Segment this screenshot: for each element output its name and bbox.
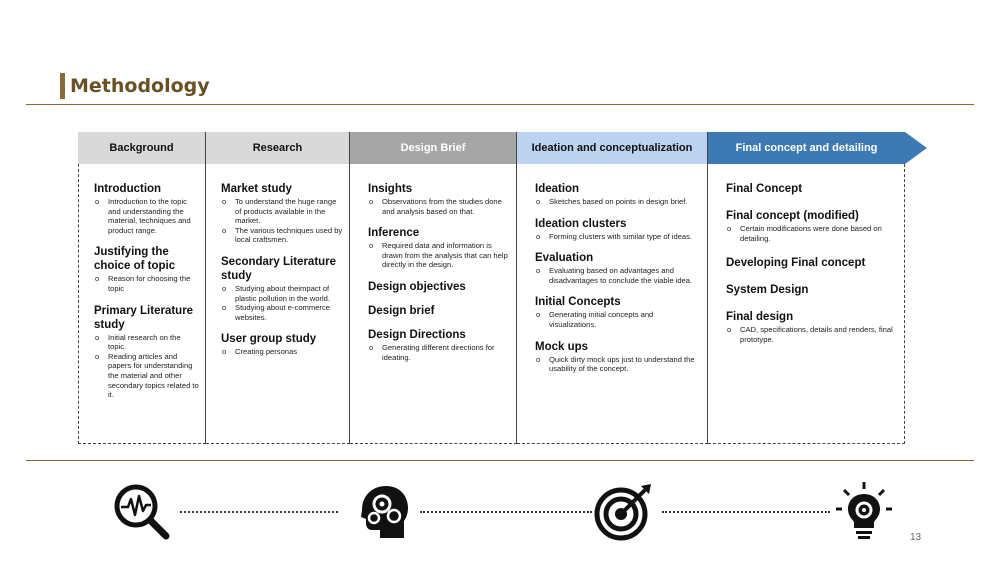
- section-title: Primary Literature study: [94, 304, 194, 331]
- bullet-item: o Creating personas: [221, 347, 343, 357]
- section-title: Final concept (modified): [726, 210, 859, 222]
- bullet-item: o Quick dirty mock ups just to understand the usability of the concept.: [535, 355, 701, 374]
- section: [726, 256, 898, 270]
- header-final-concept: Final concept and detailing: [708, 132, 905, 164]
- bullet-list: [535, 310, 701, 329]
- bullet-list: [368, 241, 510, 270]
- section: [221, 255, 343, 322]
- header-background: Background: [78, 132, 205, 164]
- target-arrow-icon: [593, 480, 657, 544]
- bullet-list: [94, 197, 199, 235]
- section: [368, 182, 510, 216]
- process-arrow-head: [905, 132, 927, 164]
- bullet-list: [535, 197, 701, 207]
- section: [726, 283, 898, 297]
- bullet-list: [726, 224, 898, 243]
- bullet-list: [535, 232, 701, 242]
- section-title: Design objectives: [368, 280, 466, 293]
- title-accent-bar: [60, 73, 65, 99]
- dotted-connector: [180, 511, 338, 513]
- section-title: Final Concept: [726, 183, 803, 195]
- bottom-divider: [26, 460, 974, 461]
- bullet-item: o Studying about theimpact of plastic pollution in the world.: [221, 284, 343, 303]
- section: [535, 295, 701, 329]
- bullet-list: [94, 333, 199, 400]
- section-title: Ideation clusters: [535, 217, 627, 230]
- bullet-list: [221, 197, 343, 245]
- section-title: Justifying the choice of topic: [94, 246, 176, 273]
- bullet-item: o Studying about e-commerce websites.: [221, 303, 343, 322]
- header-separator: [349, 132, 350, 164]
- head-gears-icon: [352, 480, 416, 544]
- bullet-item: o Required data and information is drawn from the analysis that can help directly in the design.: [368, 241, 510, 270]
- page-number: 13: [910, 532, 922, 543]
- section-title: Evaluation: [535, 252, 594, 265]
- section-title: Introduction: [94, 183, 162, 195]
- column-design-brief: [350, 164, 517, 444]
- section-title: Design brief: [368, 304, 435, 317]
- section-title: Insights: [368, 183, 413, 195]
- bullet-item: o Evaluating based on advantages and disadvantages to conclude the viable idea.: [535, 266, 701, 285]
- section-title: Mock ups: [535, 340, 589, 353]
- bullet-item: o CAD, specifications, details and renders, final prototype.: [726, 325, 898, 344]
- section-title: Initial Concepts: [535, 296, 621, 309]
- section: [221, 182, 343, 245]
- section-title: Developing Final concept: [726, 257, 866, 270]
- section-title: Final design: [726, 311, 794, 324]
- bullet-item: o Generating different directions for ideating.: [368, 343, 510, 362]
- section-title: Ideation: [535, 183, 580, 195]
- bullet-list: [94, 274, 199, 293]
- header-research: Research: [206, 132, 349, 164]
- bullet-item: o Reading articles and papers for understanding the material and other secondary topics related to it.: [94, 352, 199, 400]
- section: [368, 280, 510, 294]
- column-background: [78, 164, 206, 444]
- lightbulb-gear-icon: [832, 480, 896, 544]
- section: [94, 182, 199, 235]
- section: [726, 209, 898, 243]
- section: [726, 310, 898, 344]
- bullet-item: o Generating initial concepts and visualizations.: [535, 310, 701, 329]
- page-title: Methodology: [70, 75, 210, 97]
- section: [535, 251, 701, 285]
- header-design-brief: Design Brief: [350, 132, 516, 164]
- top-divider: [26, 104, 974, 105]
- section: [94, 304, 199, 400]
- dotted-connector: [662, 511, 830, 513]
- section-title: Market study: [221, 183, 292, 195]
- header-separator: [205, 132, 206, 164]
- bullet-list: [535, 355, 701, 374]
- bullet-list: [368, 197, 510, 216]
- section: [726, 182, 898, 196]
- section-title: System Design: [726, 284, 809, 297]
- bullet-item: o Forming clusters with similar type of ideas.: [535, 232, 701, 242]
- section: [535, 217, 701, 242]
- section: [94, 245, 199, 293]
- section: [535, 340, 701, 374]
- bullet-list: [726, 325, 898, 344]
- bullet-item: o Sketches based on points in design brief.: [535, 197, 701, 207]
- section-title: Design Directions: [368, 328, 466, 341]
- section-title: Secondary Literature study: [221, 255, 337, 282]
- section: [368, 304, 510, 318]
- section: [535, 182, 701, 207]
- bullet-item: o The various techniques used by local craftsmen.: [221, 226, 343, 245]
- column-final-concept: [708, 164, 905, 444]
- bullet-item: o Observations from the studies done and analysis based on that.: [368, 197, 510, 216]
- column-research: [206, 164, 350, 444]
- bullet-list: [221, 284, 343, 322]
- section: [368, 226, 510, 270]
- magnifier-graph-icon: [110, 480, 174, 544]
- bullet-list: [368, 343, 510, 362]
- header-separator: [516, 132, 517, 164]
- section-title: User group study: [221, 333, 317, 346]
- header-ideation: Ideation and conceptualization: [517, 132, 707, 164]
- bullet-item: o Initial research on the topic.: [94, 333, 199, 352]
- bullet-list: [221, 347, 343, 357]
- column-ideation: [517, 164, 708, 444]
- bullet-item: o To understand the huge range of products available in the market.: [221, 197, 343, 226]
- dotted-connector: [420, 511, 592, 513]
- section: [221, 332, 343, 357]
- bullet-item: o Introduction to the topic and understanding the material, techniques and product range.: [94, 197, 199, 235]
- bullet-item: o Certain modifications were done based on detailing.: [726, 224, 898, 243]
- bullet-list: [535, 266, 701, 285]
- section: [368, 328, 510, 362]
- section-title: Inference: [368, 227, 420, 240]
- header-separator: [707, 132, 708, 164]
- bullet-item: o Reason for choosing the topic: [94, 274, 199, 293]
